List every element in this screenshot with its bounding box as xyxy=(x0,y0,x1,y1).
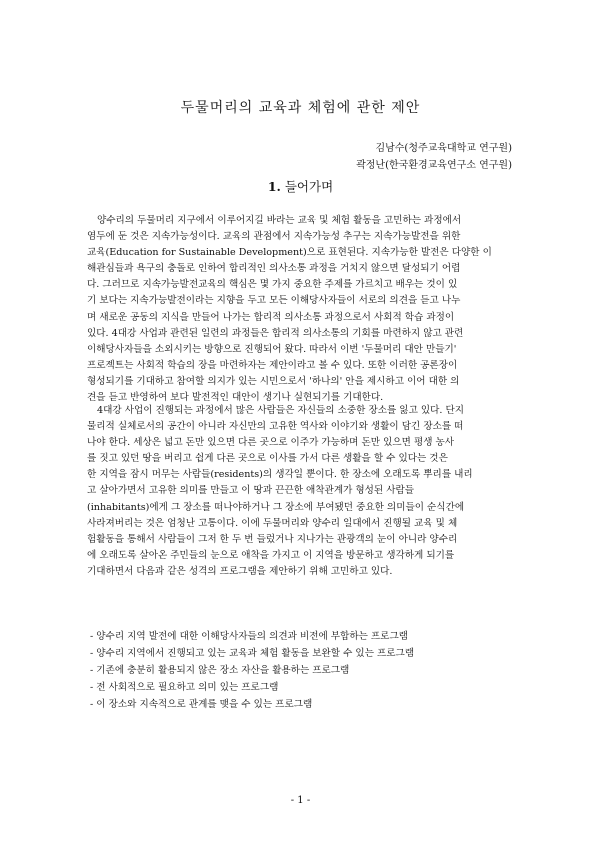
author-list xyxy=(356,140,512,174)
paragraph-line: 교육(Education for Sustainable Development)으로 표현된다. 지속가능한 발전은 다양한 이 xyxy=(87,247,492,259)
section-title: 들어가며 xyxy=(284,179,334,194)
paragraph-line: 며 새로운 공동의 지식을 만들어 나가는 합리적 의사소통 과정으로서 사회적 학습 과정이 xyxy=(87,311,455,323)
paragraph-line: 다. 그러므로 지속가능발전교육의 핵심은 몇 가지 중요한 주제를 가르치고 배우는 것이 있 xyxy=(87,279,458,291)
paragraph-line: 프로젝트는 사회적 학습의 장을 마련하자는 제안이라고 볼 수 있다. 또한 이러한 공론장이 xyxy=(87,359,458,371)
paragraph-line: 물리적 실체로서의 공간이 아니라 자신만의 고유한 역사와 이야기와 생활이 담긴 장소를 떠 xyxy=(87,421,464,433)
document-title: 두물머리의 교육과 체험에 관한 제안 xyxy=(180,100,421,116)
paragraph xyxy=(87,213,513,406)
author-line: 곽정난(한국환경교육연구소 연구원) xyxy=(356,160,512,171)
paragraph xyxy=(87,403,513,580)
paragraph-line: 고 살아가면서 고유한 의미를 만들고 이 땅과 끈끈한 애착관계가 형성된 사람들 xyxy=(87,485,415,497)
paragraph-line: 기대하면서 다음과 같은 성격의 프로그램을 제안하기 위해 고민하고 있다. xyxy=(87,565,393,577)
paragraph-line: 염두에 둔 것은 지속가능성이다. 교육의 관점에서 지속가능성 추구는 지속가능발전을 위한 xyxy=(87,231,461,243)
paragraph-line: 있다. 4대강 사업과 관련된 일련의 과정들은 합리적 의사소통의 기회를 마련하지 않고 관련 xyxy=(87,327,464,339)
section-heading xyxy=(0,177,601,195)
paragraph-line: 양수리의 두물머리 지구에서 이루어지길 바라는 교육 및 체험 활동을 고민하는 과정에서 xyxy=(97,215,462,226)
page-number: - 1 - xyxy=(290,795,311,806)
program-list xyxy=(90,628,516,713)
paragraph-line: 를 짓고 있던 땅을 버리고 쉽게 다른 곳으로 이사를 가서 다른 생활을 할 수 있다는 것은 xyxy=(87,453,448,465)
paragraph-line: 기 보다는 지속가능발전이라는 지향을 두고 모든 이해당사자들이 서로의 의견을 듣고 나누 xyxy=(87,295,461,307)
list-item: - 전 사회적으로 필요하고 의미 있는 프로그램 xyxy=(90,682,279,693)
list-item: - 양수리 지역 발전에 대한 이해당사자들의 의견과 비전에 부합하는 프로그램 xyxy=(90,631,408,642)
list-item: - 이 장소와 지속적으로 관계를 맺을 수 있는 프로그램 xyxy=(90,699,313,710)
paragraph-line: 이해당사자들을 소외시키는 방향으로 진행되어 왔다. 따라서 이번 '두물머리 대안 만들기' xyxy=(87,343,457,355)
paragraph-line: (inhabitants)에게 그 장소를 떠나야하거나 그 장소에 부여됐던 중요한 의미들이 순식간에 xyxy=(87,501,465,513)
paragraph-line: 나야 한다. 세상은 넓고 돈만 있으면 다른 곳으로 이주가 가능하며 돈만 있으면 평생 농사 xyxy=(87,437,455,449)
list-item: - 기존에 충분히 활용되지 않은 장소 자산을 활용하는 프로그램 xyxy=(90,665,350,676)
list-item: - 양수리 지역에서 진행되고 있는 교육과 체험 활동을 보완할 수 있는 프로그램 xyxy=(90,648,415,659)
paragraph-line: 사라져버리는 것은 엄청난 고통이다. 이에 두물머리와 양수리 일대에서 진행될 교육 및 체 xyxy=(87,517,458,529)
paragraph-line: 해관심들과 욕구의 충돌로 인하여 합리적인 의사소통 과정을 거치지 않으면 달성되기 어렵 xyxy=(87,263,461,275)
paragraph-line: 험활동을 통해서 사람들이 그저 한 두 번 들렀거나 지나가는 관광객의 눈이 아니라 양수리 xyxy=(87,533,458,545)
paragraph-line: 4대강 사업이 진행되는 과정에서 많은 사람들은 자신들의 소중한 장소를 잃고 있다. 단지 xyxy=(97,405,465,416)
paragraph-line: 한 지역을 잠시 머무는 사람들(residents)의 생각일 뿐이다. 한 장소에 오래도록 뿌리를 내리 xyxy=(87,469,473,481)
paragraph-line: 형성되기를 기대하고 참여할 의지가 있는 시민으로서 '하나의' 안을 제시하고 이어 대한 의 xyxy=(87,375,460,387)
section-number: 1. xyxy=(267,179,281,194)
paragraph-line: 견을 듣고 반영하여 보다 발전적인 대안이 생기나 실현되기를 기대한다. xyxy=(87,392,384,404)
author-line: 김남수(청주교육대학교 연구원) xyxy=(375,143,512,154)
paragraph-line: 에 오래도록 살아온 주민들의 눈으로 애착을 가지고 이 지역을 방문하고 생각하게 되기를 xyxy=(87,549,455,561)
